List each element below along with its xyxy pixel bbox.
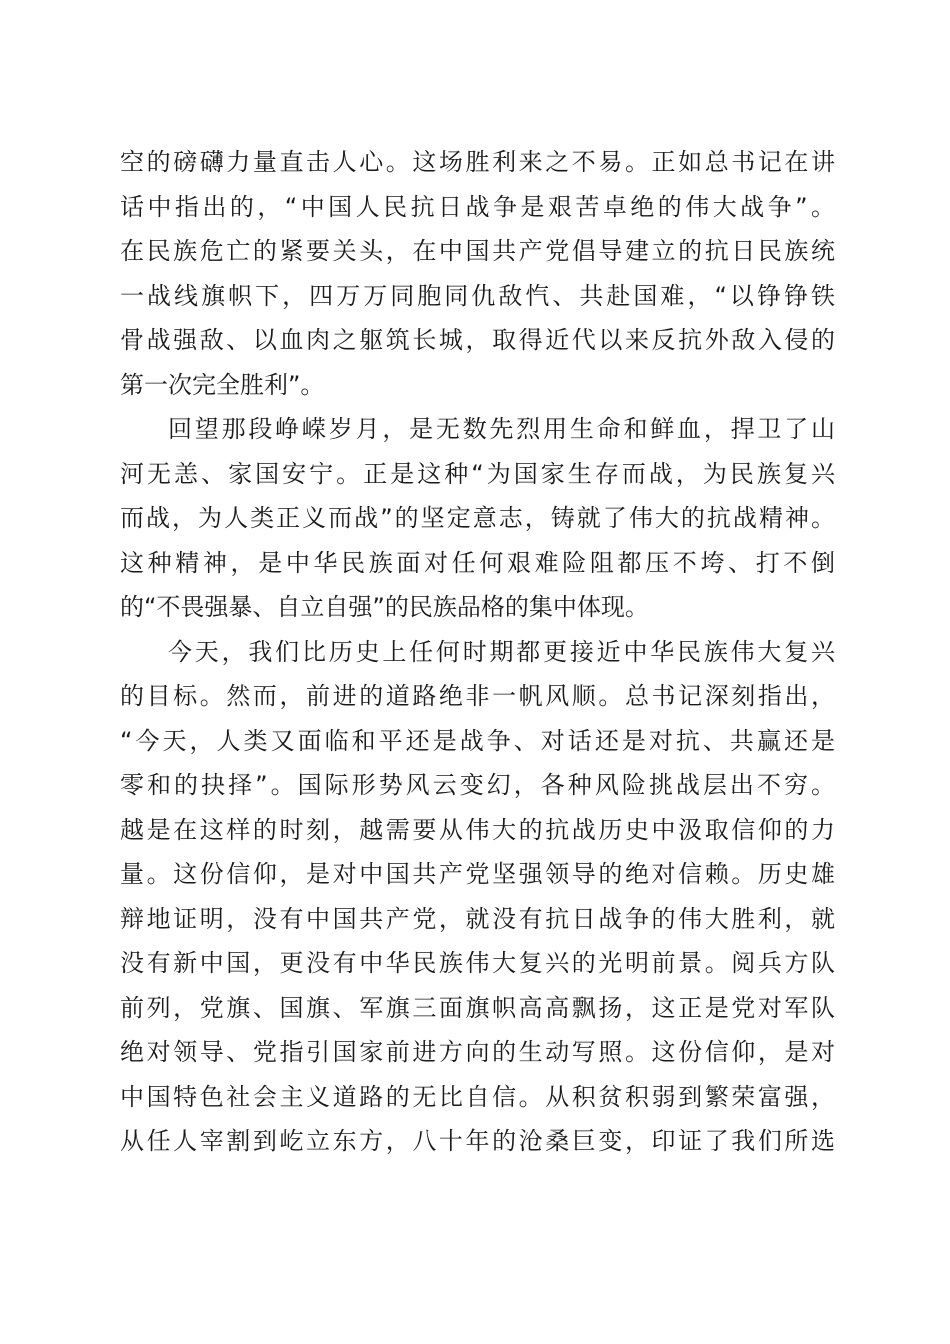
text-line: 的“不畏强暴、自立自强”的民族品格的集中体现。 (120, 593, 649, 621)
text-line: 一战线旗帜下，四万万同胞同仇敌忾、共赴国难，“以铮铮铁 (120, 281, 835, 310)
body-text (120, 140, 835, 1164)
text-line: 从任人宰割到屹立东方，八十年的沧桑巨变，印证了我们所选 (120, 1127, 835, 1155)
text-line: “今天，人类又面临和平还是战争、对话还是对抗、共赢还是 (120, 726, 835, 755)
text-line: 河无恙、家国安宁。正是这种“为国家生存而战，为民族复兴 (120, 459, 835, 488)
text-line: 在民族危亡的紧要关头，在中国共产党倡导建立的抗日民族统 (120, 237, 835, 265)
text-line: 辩地证明，没有中国共产党，就没有抗日战争的伟大胜利，就 (120, 904, 835, 933)
text-line: 零和的抉择”。国际形势风云变幻，各种风险挑战层出不穷。 (120, 771, 835, 799)
text-line: 中国特色社会主义道路的无比自信。从积贫积弱到繁荣富强， (120, 1082, 835, 1111)
paragraph-1 (120, 140, 835, 407)
paragraph-2 (120, 407, 835, 630)
text-line: 这种精神，是中华民族面对任何艰难险阻都压不垮、打不倒 (120, 548, 835, 577)
text-line: 今天，我们比历史上任何时期都更接近中华民族伟大复兴 (168, 637, 835, 666)
text-line: 话中指出的，“中国人民抗日战争是艰苦卓绝的伟大战争”。 (120, 192, 835, 221)
text-line: 回望那段峥嵘岁月，是无数先烈用生命和鲜血，捍卫了山 (168, 415, 835, 443)
text-line: 第一次完全胜利”。 (120, 370, 325, 399)
text-line: 量。这份信仰，是对中国共产党坚强领导的绝对信赖。历史雄 (120, 860, 835, 888)
text-line: 而战，为人类正义而战”的坚定意志，铸就了伟大的抗战精神。 (120, 504, 835, 532)
text-line: 的目标。然而，前进的道路绝非一帆风顺。总书记深刻指出， (120, 682, 835, 710)
text-line: 越是在这样的时刻，越需要从伟大的抗战历史中汲取信仰的力 (120, 815, 835, 844)
text-line: 绝对领导、党指引国家前进方向的生动写照。这份信仰，是对 (120, 1038, 835, 1066)
text-line: 没有新中国，更没有中华民族伟大复兴的光明前景。阅兵方队 (120, 949, 835, 977)
text-line: 空的磅礴力量直击人心。这场胜利来之不易。正如总书记在讲 (120, 148, 835, 176)
paragraph-3 (120, 630, 835, 1164)
text-line: 骨战强敌、以血肉之躯筑长城，取得近代以来反抗外敌入侵的 (120, 326, 835, 354)
text-line: 前列，党旗、国旗、军旗三面旗帜高高飘扬，这正是党对军队 (120, 993, 835, 1022)
